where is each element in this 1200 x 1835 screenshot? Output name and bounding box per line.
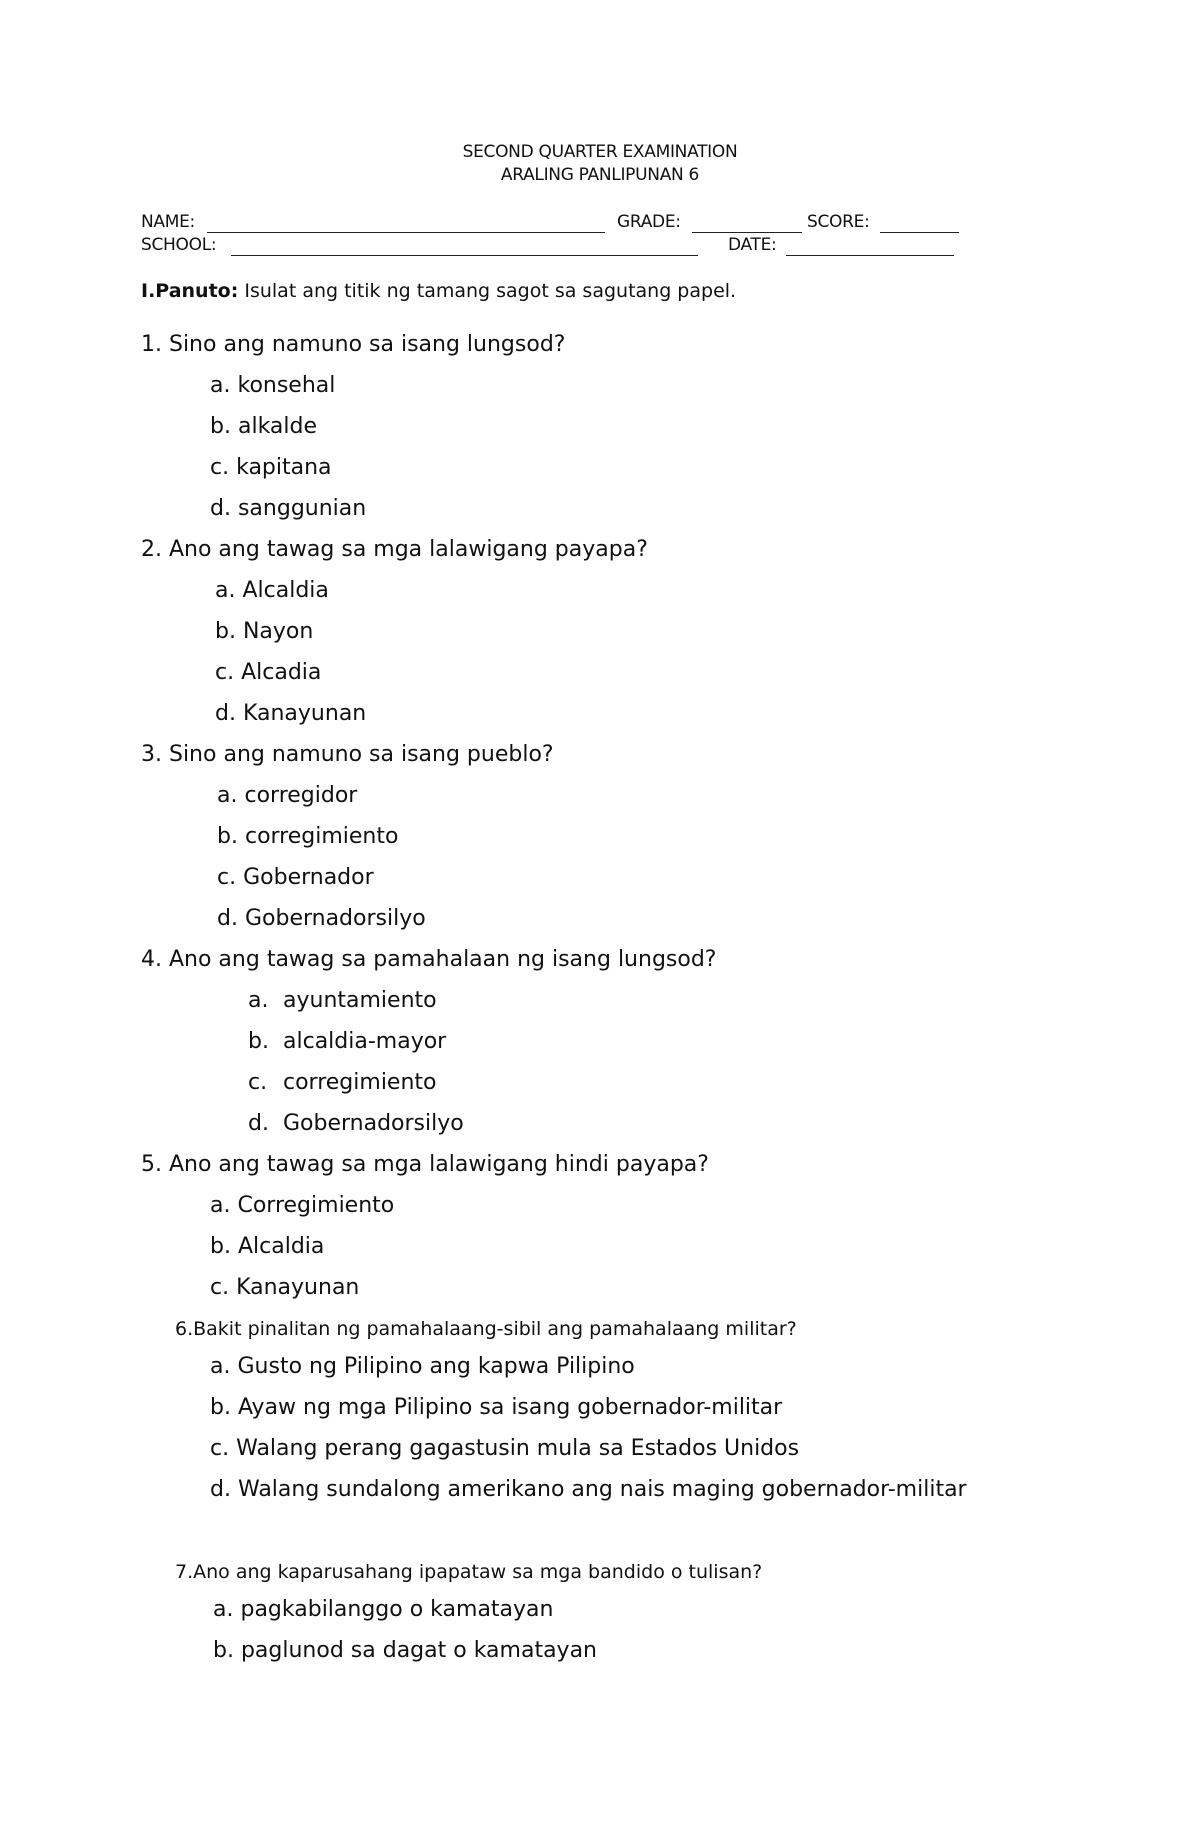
option-3d[interactable]	[217, 906, 426, 931]
question-4: 4. Ano ang tawag sa pamahalaan ng isang lungsod?	[141, 947, 717, 972]
option-text: Gobernadorsilyo	[283, 1111, 464, 1136]
option-text: Kanayunan	[242, 701, 367, 726]
option-1d[interactable]	[210, 496, 366, 521]
option-text: Gobernadorsilyo	[244, 906, 426, 931]
option-5c[interactable]	[210, 1275, 359, 1300]
option-letter: b.	[248, 1029, 269, 1054]
option-4a[interactable]	[248, 988, 437, 1013]
option-letter: c.	[217, 865, 237, 890]
option-letter: c.	[210, 1436, 230, 1461]
option-1b[interactable]	[210, 414, 317, 439]
option-letter: a.	[248, 988, 269, 1013]
option-letter: b.	[210, 1395, 231, 1420]
option-text: kapitana	[236, 455, 332, 480]
option-letter: a.	[215, 578, 236, 603]
question-3: 3. Sino ang namuno sa isang pueblo?	[141, 742, 554, 767]
subject-title: ARALING PANLIPUNAN 6	[500, 165, 700, 185]
option-letter: b.	[210, 414, 231, 439]
option-3c[interactable]	[217, 865, 374, 890]
option-text: Gobernador	[243, 865, 374, 890]
instructions-label: I.Panuto:	[141, 280, 239, 302]
option-4b[interactable]	[248, 1029, 446, 1054]
option-3a[interactable]	[217, 783, 357, 808]
score-label: SCORE:	[807, 212, 870, 232]
option-letter: b.	[217, 824, 238, 849]
option-text: Kanayunan	[236, 1275, 360, 1300]
option-text: corregimiento	[283, 1070, 437, 1095]
option-6c[interactable]	[210, 1436, 799, 1461]
option-2a[interactable]	[215, 578, 329, 603]
option-text: Corregimiento	[237, 1193, 395, 1218]
option-letter: d.	[215, 701, 236, 726]
option-text: corregidor	[244, 783, 358, 808]
instructions	[141, 280, 736, 302]
option-3b[interactable]	[217, 824, 398, 849]
option-7a[interactable]	[213, 1597, 553, 1622]
grade-blank[interactable]	[692, 232, 802, 233]
option-4c[interactable]	[248, 1070, 437, 1095]
option-text: corregimiento	[244, 824, 399, 849]
option-text: ayuntamiento	[283, 988, 437, 1013]
option-letter: a.	[213, 1597, 234, 1622]
option-letter: a.	[217, 783, 238, 808]
option-text: Nayon	[242, 619, 314, 644]
instructions-text: Isulat ang titik ng tamang sagot sa sagutang papel.	[244, 280, 737, 302]
option-letter: c.	[210, 455, 230, 480]
school-blank[interactable]	[231, 255, 698, 256]
score-blank[interactable]	[880, 232, 959, 233]
option-5a[interactable]	[210, 1193, 394, 1218]
option-1c[interactable]	[210, 455, 332, 480]
option-text: Gusto ng Pilipino ang kapwa Pilipino	[237, 1354, 635, 1379]
option-text: sanggunian	[237, 496, 367, 521]
option-letter: d.	[248, 1111, 269, 1136]
date-label: DATE:	[728, 235, 777, 255]
question-2: 2. Ano ang tawag sa mga lalawigang payapa?	[141, 537, 648, 562]
option-text: Walang perang gagastusin mula sa Estados Unidos	[236, 1436, 800, 1461]
option-text: Walang sundalong amerikano ang nais maging gobernador-militar	[237, 1477, 967, 1502]
question-5: 5. Ano ang tawag sa mga lalawigang hindi payapa?	[141, 1152, 709, 1177]
option-letter: d.	[210, 1477, 231, 1502]
option-letter: a.	[210, 1354, 231, 1379]
option-4d[interactable]	[248, 1111, 464, 1136]
option-letter: a.	[210, 373, 231, 398]
option-text: Alcadia	[241, 660, 322, 685]
name-blank[interactable]	[207, 232, 605, 233]
option-letter: d.	[217, 906, 238, 931]
option-2b[interactable]	[215, 619, 313, 644]
date-blank[interactable]	[786, 255, 954, 256]
grade-label: GRADE:	[617, 212, 681, 232]
option-6d[interactable]	[210, 1477, 967, 1502]
option-letter: c.	[248, 1070, 268, 1095]
option-letter: b.	[215, 619, 236, 644]
option-text: alkalde	[237, 414, 318, 439]
option-letter: d.	[210, 496, 231, 521]
option-2c[interactable]	[215, 660, 321, 685]
option-text: Alcaldia	[237, 1234, 325, 1259]
option-5b[interactable]	[210, 1234, 324, 1259]
option-text: Ayaw ng mga Pilipino sa isang gobernador-militar	[237, 1395, 783, 1420]
option-2d[interactable]	[215, 701, 366, 726]
option-6a[interactable]	[210, 1354, 635, 1379]
option-text: Alcaldia	[242, 578, 329, 603]
question-6: 6.Bakit pinalitan ng pamahalaang-sibil ang pamahalaang militar?	[175, 1318, 797, 1340]
option-6b[interactable]	[210, 1395, 782, 1420]
option-letter: a.	[210, 1193, 231, 1218]
option-text: konsehal	[237, 373, 336, 398]
option-letter: c.	[215, 660, 235, 685]
option-text: paglunod sa dagat o kamatayan	[240, 1638, 597, 1663]
exam-title: SECOND QUARTER EXAMINATION	[462, 142, 738, 162]
option-1a[interactable]	[210, 373, 335, 398]
option-letter: b.	[210, 1234, 231, 1259]
question-7: 7.Ano ang kaparusahang ipapataw sa mga bandido o tulisan?	[175, 1561, 763, 1583]
option-letter: c.	[210, 1275, 230, 1300]
option-letter: b.	[213, 1638, 234, 1663]
question-1: 1. Sino ang namuno sa isang lungsod?	[141, 332, 566, 357]
school-label: SCHOOL:	[141, 235, 217, 255]
name-label: NAME:	[141, 212, 195, 232]
option-text: pagkabilanggo o kamatayan	[240, 1597, 554, 1622]
option-text: alcaldia-mayor	[283, 1029, 447, 1054]
option-7b[interactable]	[213, 1638, 597, 1663]
